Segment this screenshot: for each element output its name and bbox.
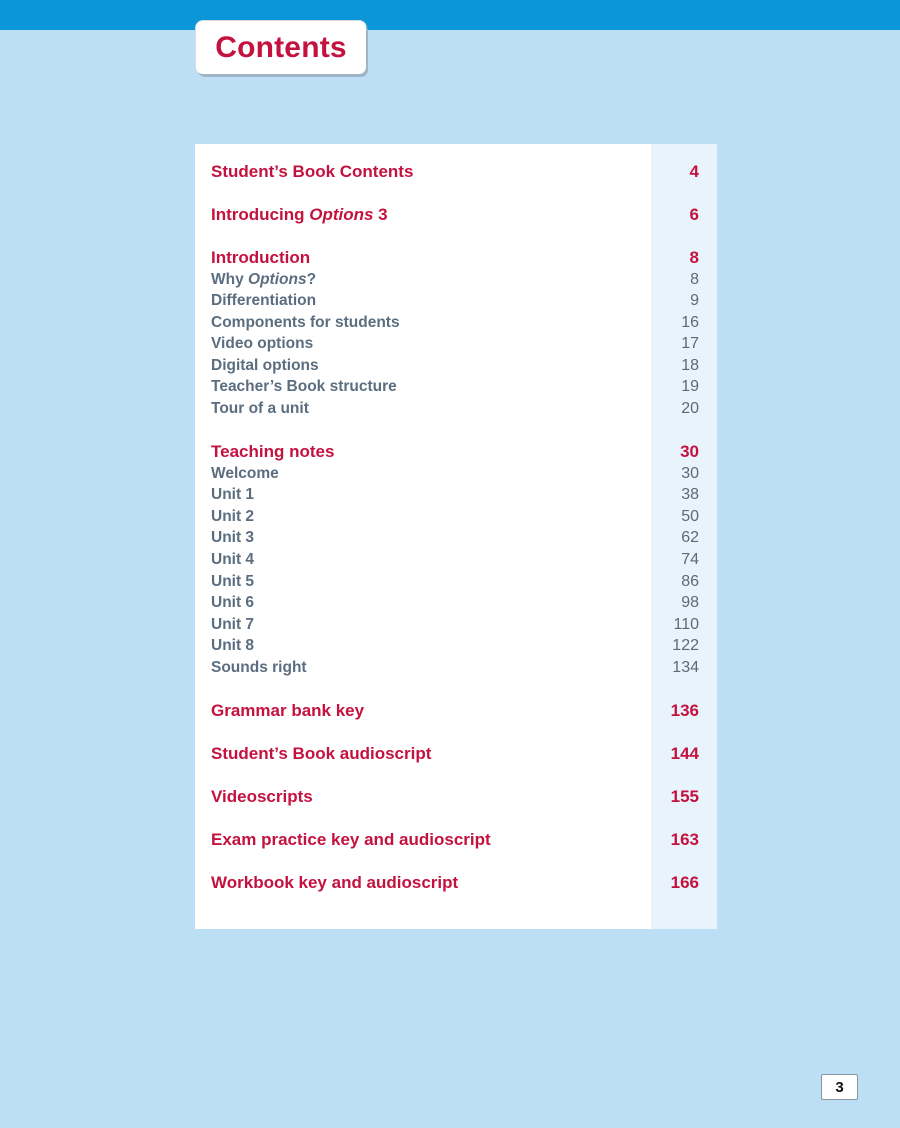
toc-entry-page: 74 xyxy=(681,551,699,568)
toc-entry-page: 134 xyxy=(672,659,699,676)
toc-entry-page: 136 xyxy=(670,701,699,720)
toc-entry-page: 50 xyxy=(681,508,699,525)
toc-entry-page: 62 xyxy=(681,529,699,546)
toc-entry-label: Sounds right xyxy=(211,659,307,676)
toc-entry-label: Unit 2 xyxy=(211,508,255,525)
toc-entry-label: Welcome xyxy=(211,465,279,482)
toc-entry-unit-5[interactable] xyxy=(211,572,699,592)
toc-entry-unit-6[interactable] xyxy=(211,593,699,613)
toc-entry-label: Video options xyxy=(211,335,314,352)
toc-entry-label: Unit 8 xyxy=(211,637,255,654)
toc-entry-page: 30 xyxy=(680,442,699,461)
toc-entry-videoscripts[interactable] xyxy=(211,787,699,807)
toc-entry-label: Unit 3 xyxy=(211,529,255,546)
toc-entry-unit-2[interactable] xyxy=(211,507,699,527)
toc-entry-label: Why Options? xyxy=(211,271,317,288)
toc-entry-unit-7[interactable] xyxy=(211,615,699,635)
toc-entry-why-options[interactable] xyxy=(211,270,699,290)
toc-entry-page: 163 xyxy=(670,830,699,849)
toc-entry-exam-practice-key[interactable] xyxy=(211,830,699,850)
toc-entry-page: 86 xyxy=(681,573,699,590)
toc-entry-grammar-bank-key[interactable] xyxy=(211,701,699,721)
toc-entry-page: 38 xyxy=(681,486,699,503)
toc-entry-label: Videoscripts xyxy=(211,787,313,806)
toc-entry-page: 6 xyxy=(689,205,699,224)
toc-entry-page: 8 xyxy=(690,271,699,288)
toc-entry-workbook-key[interactable] xyxy=(211,873,699,893)
toc-entry-page: 4 xyxy=(689,162,699,181)
toc-entry-welcome[interactable] xyxy=(211,464,699,484)
toc-entry-label: Introduction xyxy=(211,248,311,267)
toc-entry-digital-options[interactable] xyxy=(211,356,699,376)
top-color-bar xyxy=(0,0,900,30)
toc-entry-label: Unit 1 xyxy=(211,486,255,503)
toc-entry-unit-1[interactable] xyxy=(211,485,699,505)
toc-entry-page: 17 xyxy=(681,335,699,352)
toc-entry-label: Teaching notes xyxy=(211,442,335,461)
toc-entry-label: Grammar bank key xyxy=(211,701,365,720)
toc-entry-label: Tour of a unit xyxy=(211,400,309,417)
toc-entry-differentiation[interactable] xyxy=(211,291,699,311)
toc-entry-label: Differentiation xyxy=(211,292,317,309)
page-number: 3 xyxy=(821,1074,858,1100)
toc-entry-page: 8 xyxy=(689,248,699,267)
toc-entry-introduction[interactable] xyxy=(211,248,699,268)
toc-entry-page: 166 xyxy=(670,873,699,892)
toc-entry-unit-3[interactable] xyxy=(211,528,699,548)
toc-entry-label: Unit 4 xyxy=(211,551,255,568)
toc-entry-label: Components for students xyxy=(211,314,400,331)
toc-entry-label: Digital options xyxy=(211,357,319,374)
toc-entry-label: Introducing Options 3 xyxy=(211,205,388,224)
toc-entry-page: 155 xyxy=(670,787,699,806)
toc-entry-sounds-right[interactable] xyxy=(211,658,699,678)
toc-entry-page: 30 xyxy=(681,465,699,482)
toc-entry-label: Unit 6 xyxy=(211,594,255,611)
toc-entry-unit-8[interactable] xyxy=(211,636,699,656)
toc-entry-page: 9 xyxy=(690,292,699,309)
page-title: Contents xyxy=(215,30,347,64)
toc-entry-video-options[interactable] xyxy=(211,334,699,354)
toc-entry-label: Exam practice key and audioscript xyxy=(211,830,491,849)
contents-panel xyxy=(195,144,717,929)
toc-entry-students-book-audioscript[interactable] xyxy=(211,744,699,764)
toc-entry-page: 19 xyxy=(681,378,699,395)
toc-entry-page: 98 xyxy=(681,594,699,611)
toc-entry-label: Teacher’s Book structure xyxy=(211,378,397,395)
toc-entry-page: 144 xyxy=(670,744,699,763)
toc-entry-tour-of-a-unit[interactable] xyxy=(211,399,699,419)
toc-entry-page: 18 xyxy=(681,357,699,374)
toc-entry-components-for-students[interactable] xyxy=(211,313,699,333)
toc-entry-page: 110 xyxy=(673,616,699,633)
toc-entry-students-book-contents[interactable] xyxy=(211,162,699,182)
toc-entry-label: Student’s Book audioscript xyxy=(211,744,432,763)
toc-entry-teaching-notes[interactable] xyxy=(211,442,699,462)
contents-title-tab xyxy=(196,21,366,74)
toc-entry-unit-4[interactable] xyxy=(211,550,699,570)
toc-entry-teachers-book-structure[interactable] xyxy=(211,377,699,397)
toc-entry-page: 20 xyxy=(681,400,699,417)
toc-entry-page: 122 xyxy=(672,637,699,654)
toc-entry-label: Unit 7 xyxy=(211,616,255,633)
toc-entry-page: 16 xyxy=(681,314,699,331)
toc-entry-label: Workbook key and audioscript xyxy=(211,873,459,892)
toc-entry-label: Unit 5 xyxy=(211,573,255,590)
toc-entry-label: Student’s Book Contents xyxy=(211,162,414,181)
toc-entry-introducing-options[interactable] xyxy=(211,205,699,225)
